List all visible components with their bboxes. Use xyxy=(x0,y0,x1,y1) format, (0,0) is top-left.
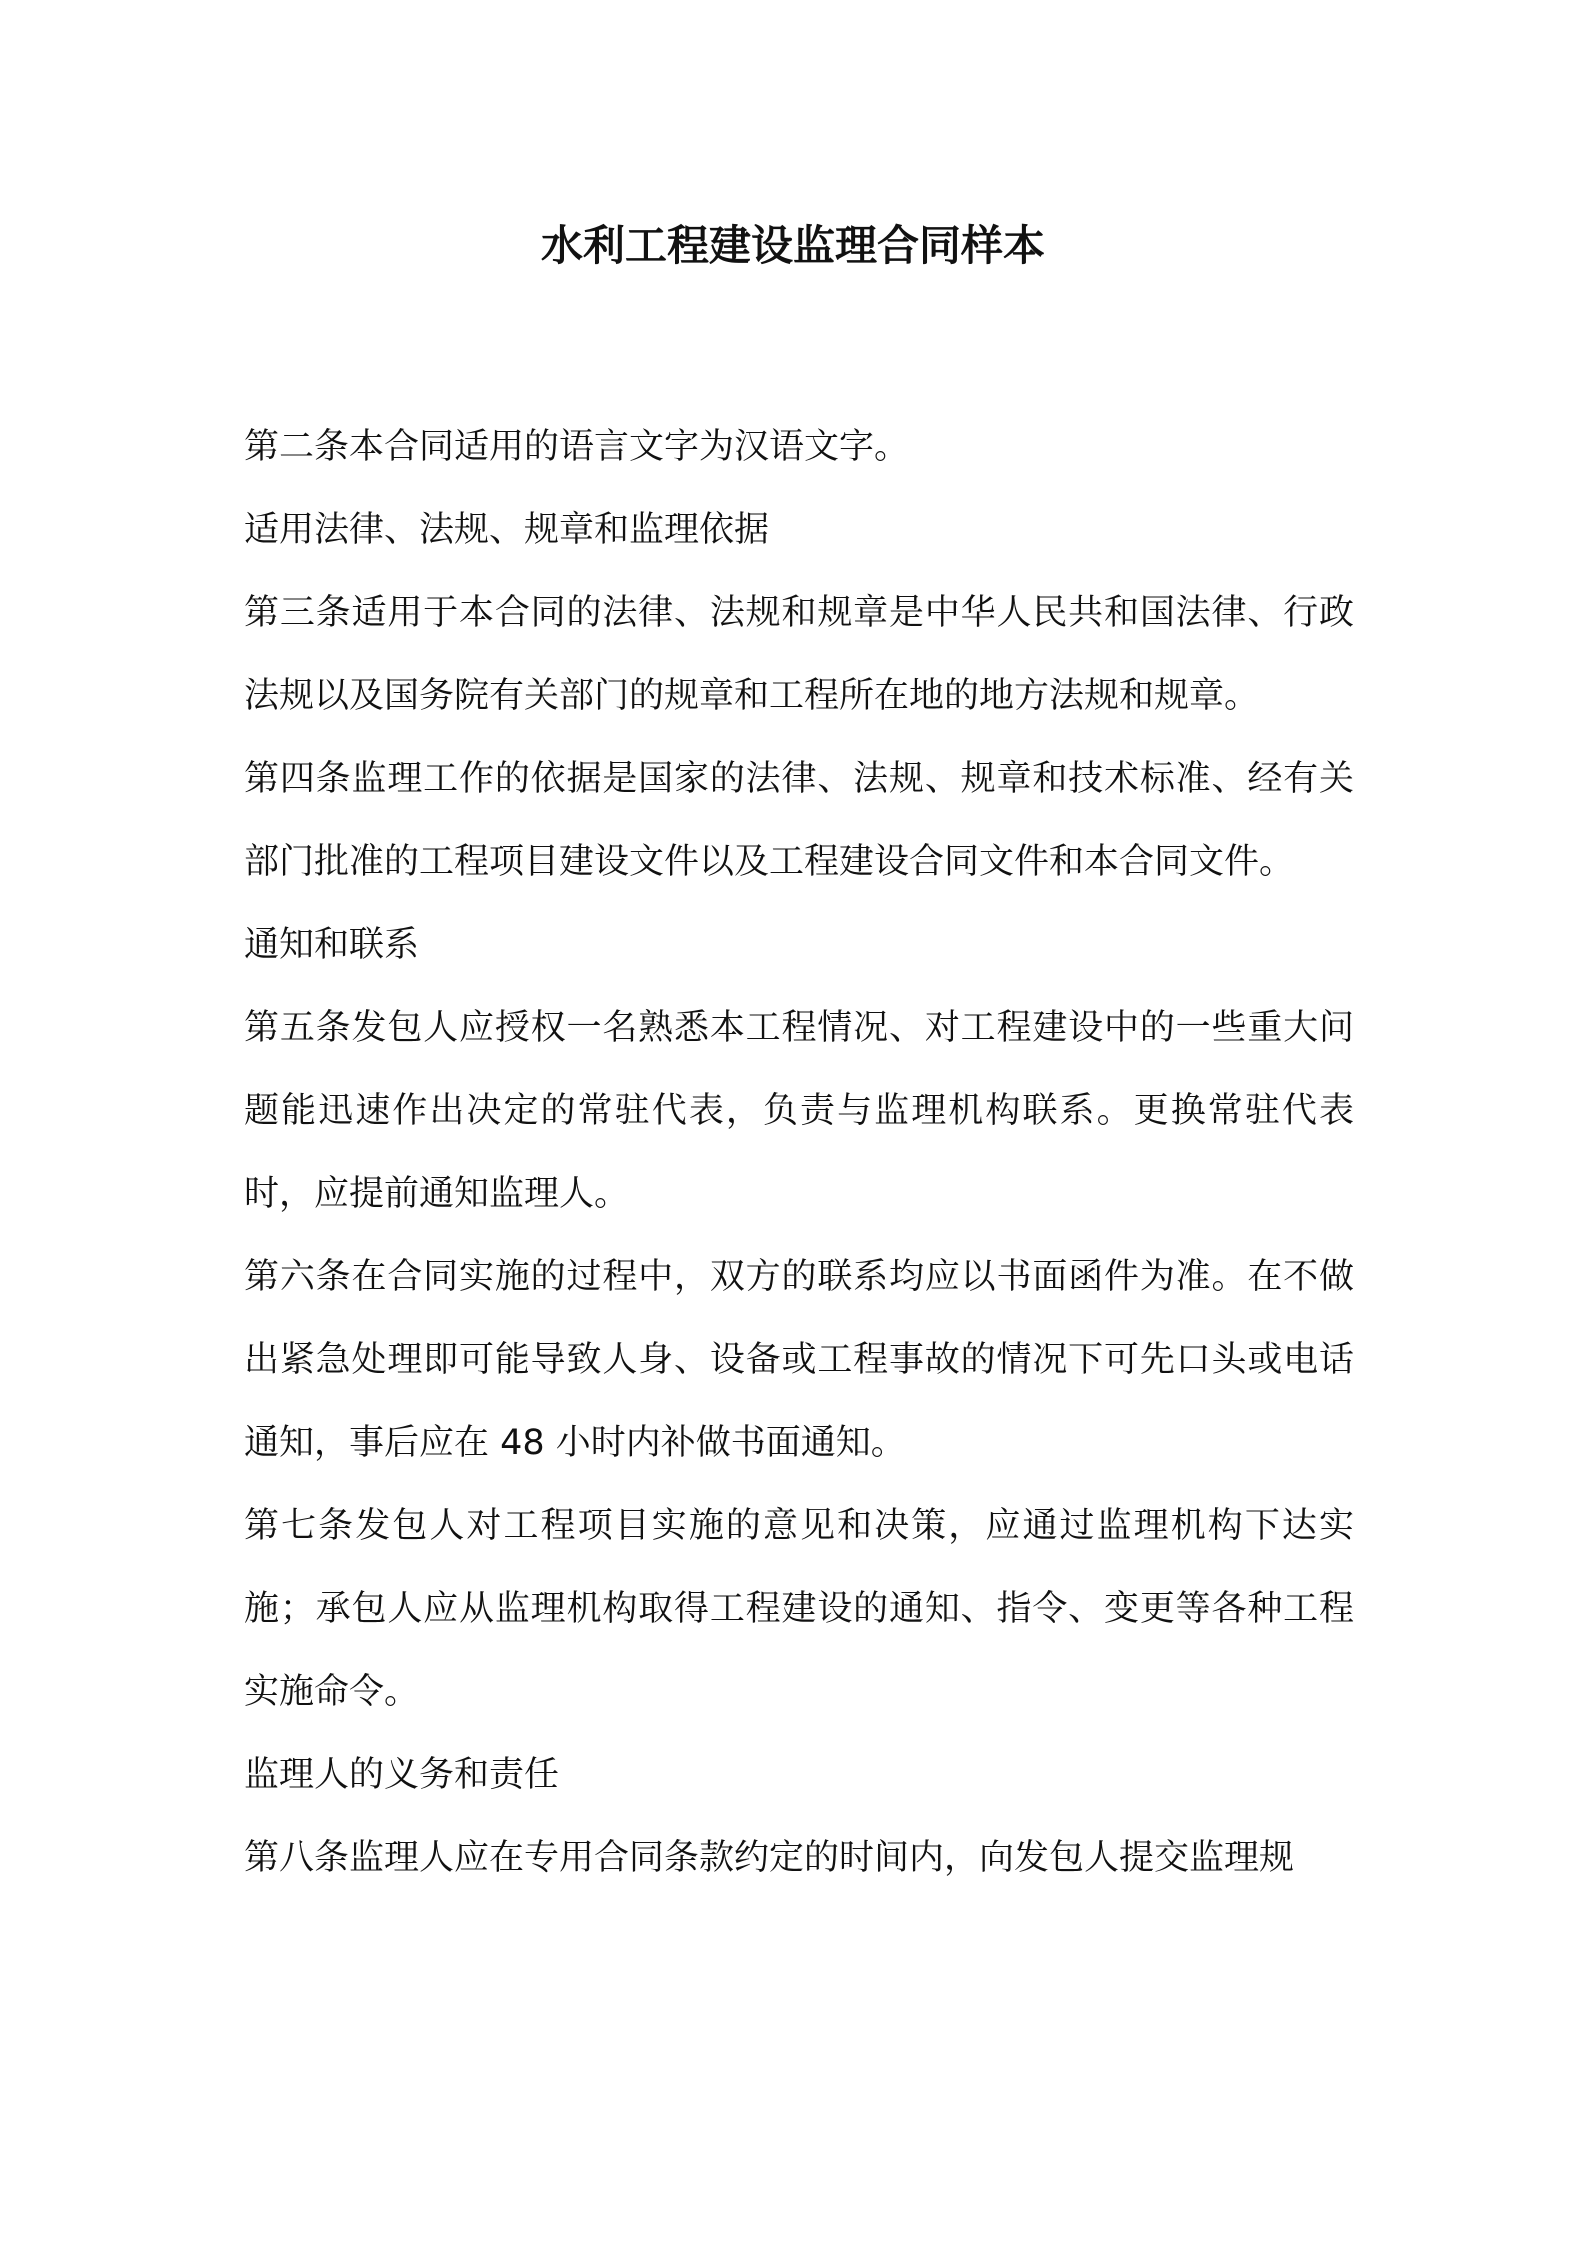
section-heading-supervisor-duties: 监理人的义务和责任 xyxy=(244,1755,560,1795)
clause-4-paragraph: 第四条监理工作的依据是国家的法律、法规、规章和技术标准、经有关部门批准的工程项目建设文件以及工程建设合同文件和本合同文件。 xyxy=(244,759,1354,882)
section-heading-notice-contact: 通知和联系 xyxy=(244,925,420,965)
clause-2-paragraph: 第二条本合同适用的语言文字为汉语文字。 xyxy=(244,427,910,467)
clause-3-paragraph: 第三条适用于本合同的法律、法规和规章是中华人民共和国法律、行政法规以及国务院有关部门的规章和工程所在地的地方法规和规章。 xyxy=(244,593,1354,716)
clause-6-paragraph: 第六条在合同实施的过程中，双方的联系均应以书面函件为准。在不做出紧急处理即可能导致人身、设备或工程事故的情况下可先口头或电话通知，事后应在 48 小时内补做书面通知。 xyxy=(244,1257,1354,1463)
clause-8-paragraph: 第八条监理人应在专用合同条款约定的时间内，向发包人提交监理规 xyxy=(244,1838,1295,1878)
section-heading-applicable-law: 适用法律、法规、规章和监理依据 xyxy=(244,510,770,550)
document-title: 水利工程建设监理合同样本 xyxy=(540,221,1045,270)
clause-7-paragraph: 第七条发包人对工程项目实施的意见和决策，应通过监理机构下达实施；承包人应从监理机构取得工程建设的通知、指令、变更等各种工程实施命令。 xyxy=(244,1506,1354,1712)
clause-5-paragraph: 第五条发包人应授权一名熟悉本工程情况、对工程建设中的一些重大问题能迅速作出决定的常驻代表，负责与监理机构联系。更换常驻代表时，应提前通知监理人。 xyxy=(244,1008,1354,1214)
document-body xyxy=(244,406,1354,1900)
